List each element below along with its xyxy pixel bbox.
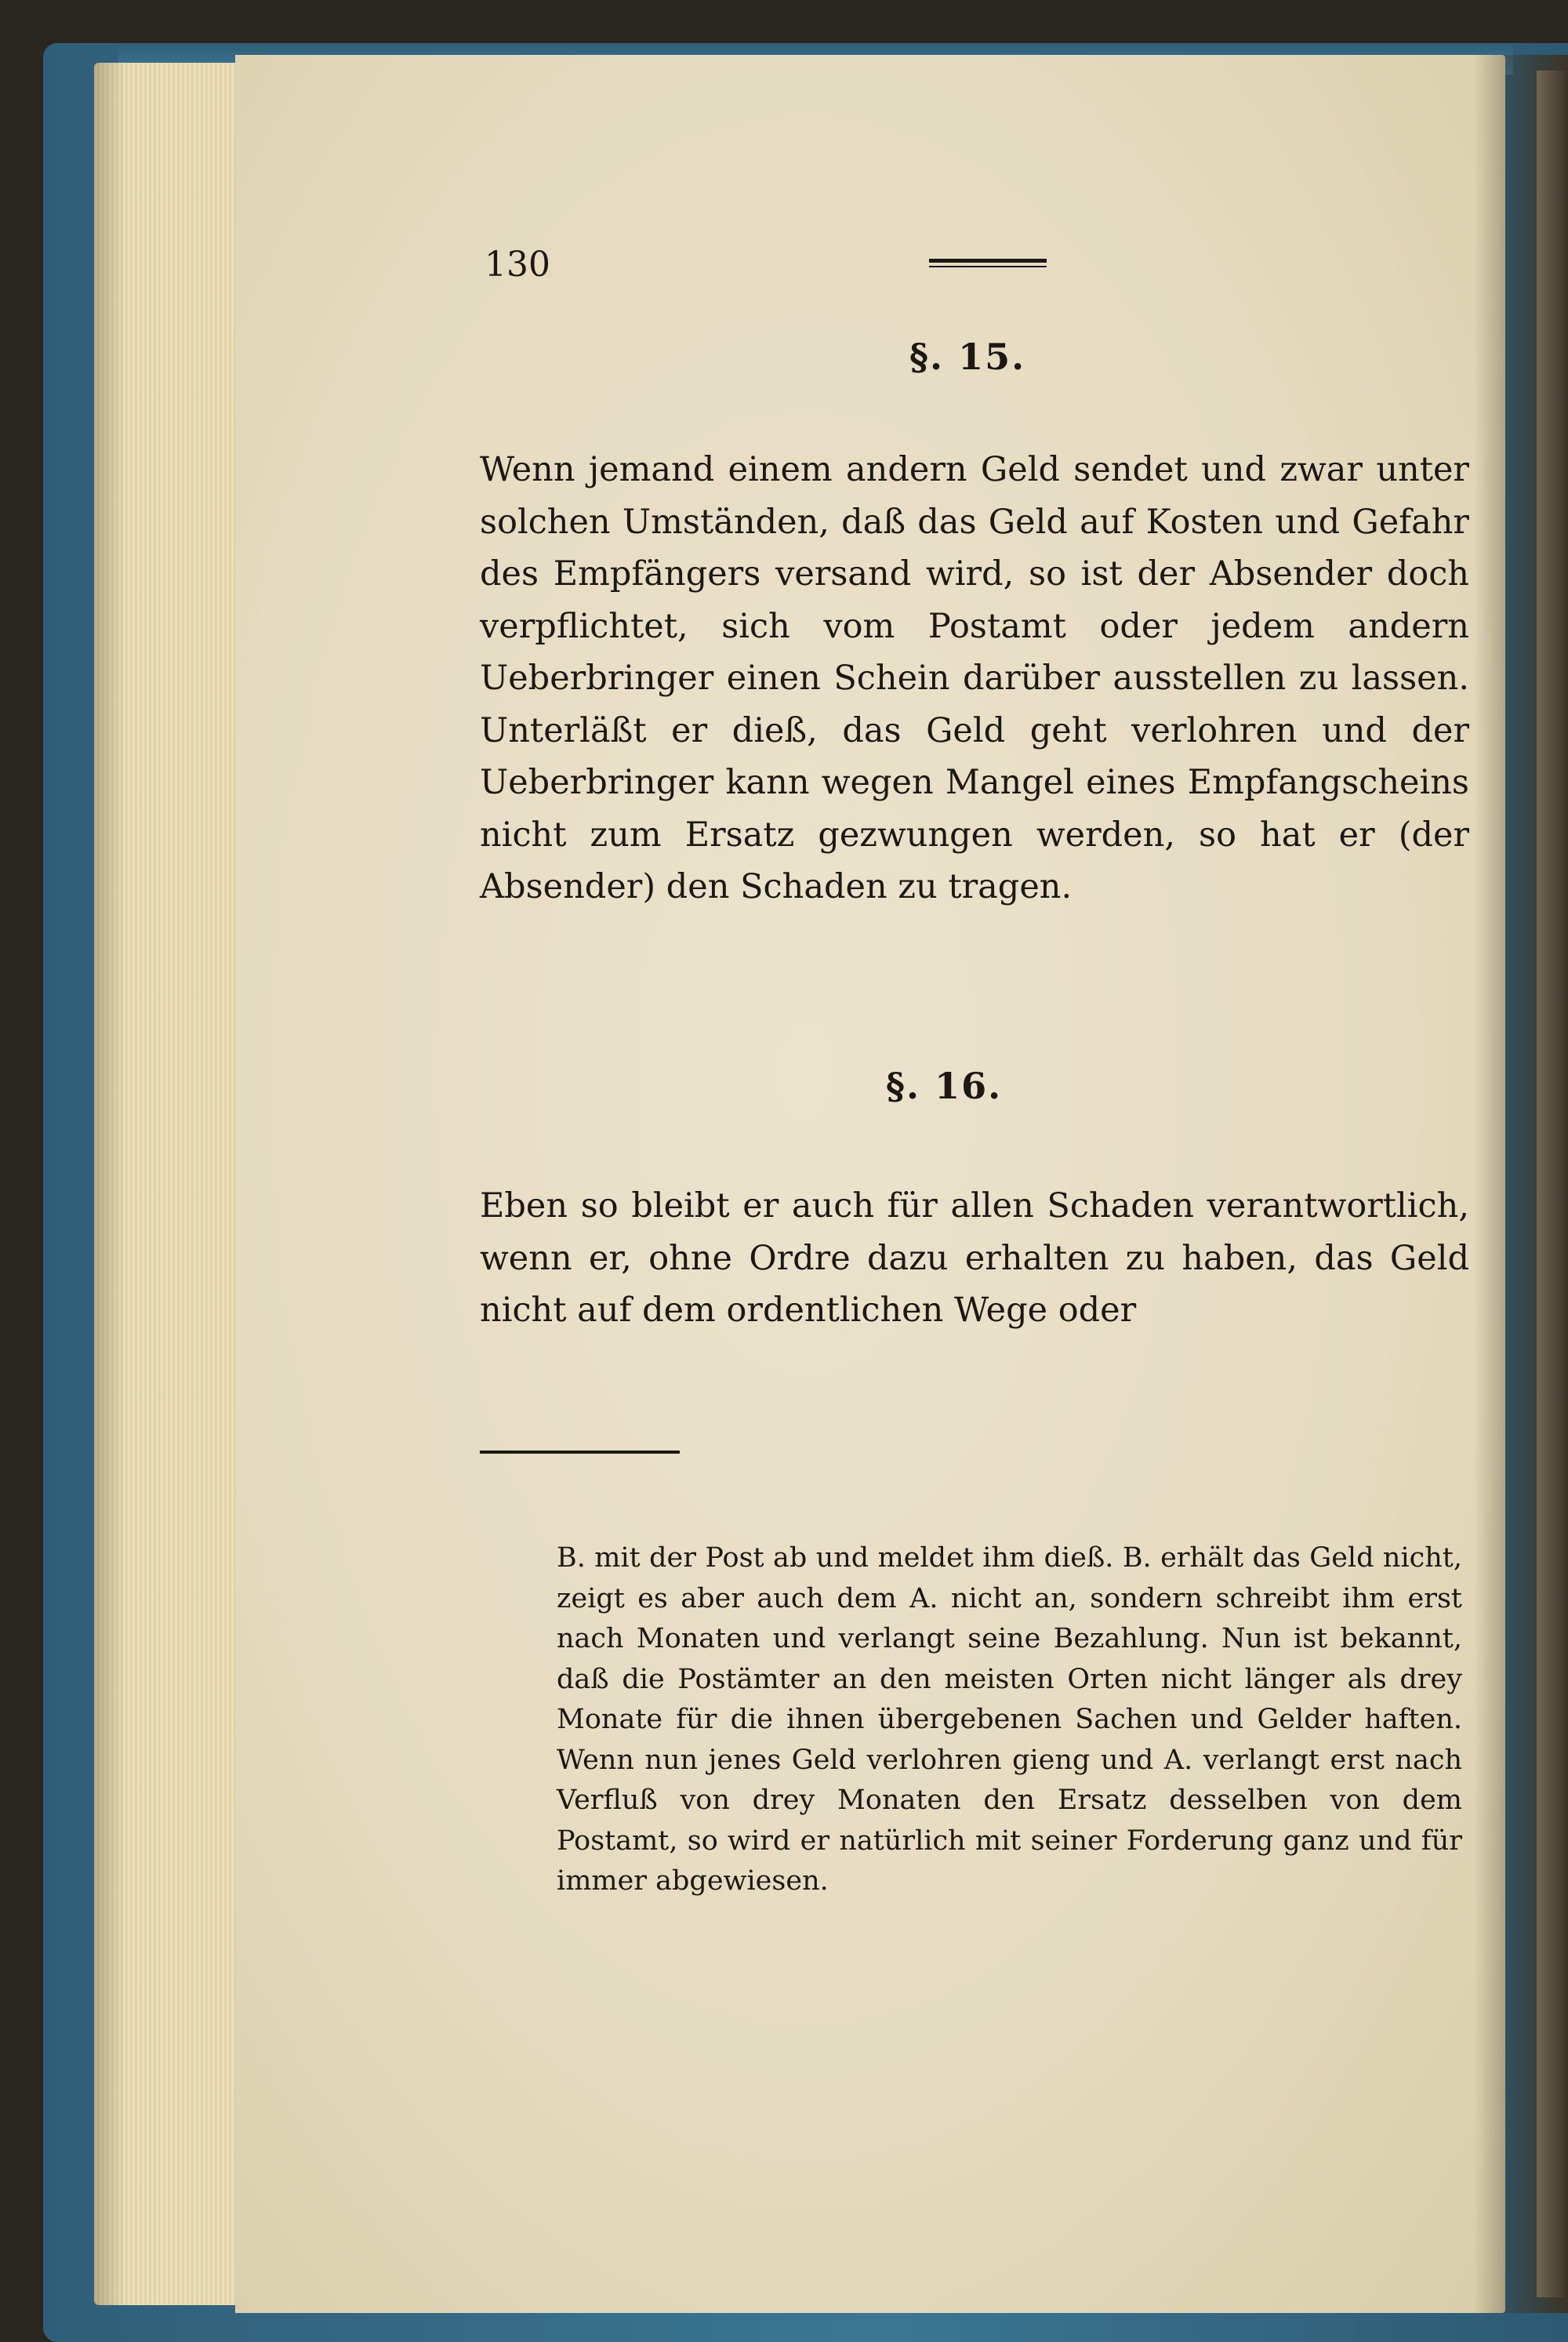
footnote-rule <box>480 1451 680 1454</box>
header-rule <box>929 259 1047 263</box>
section-15-text: Wenn jemand einem andern Geld sendet und zwar unter solchen Umständen, daß das Geld auf Kosten und Gefahr des Empfängers versand wird, so ist der Absender doch verpflichtet, sich vom Postamt oder jedem andern Ueberbringer einen Schein darüber ausstellen zu lassen. Unterläßt er dieß, das Geld geht verlohren und der Ueberbringer kann wegen Mangel eines Empfangscheins nicht zum Ersatz gezwungen werden, so hat er (der Absender) den Schaden zu tragen. <box>480 450 1469 906</box>
section-16-text: Eben so bleibt er auch für allen Schaden verantwortlich, wenn er, ohne Ordre dazu erhalten zu haben, das Geld nicht auf dem ordentlichen Wege oder <box>480 1186 1469 1330</box>
page-gutter-shadow <box>1474 55 1568 2313</box>
page-edges-shadow <box>94 63 125 2305</box>
section-heading-15: §. 15. <box>909 336 1026 378</box>
section-heading-16: §. 16. <box>886 1065 1003 1107</box>
footnote-text: B. mit der Post ab und meldet ihm dieß. B. erhält das Geld nicht, zeigt es aber auch dem A. nicht an, sondern schreibt ihm erst nach Monaten und verlangt seine Bezahlung. Nun ist bekannt, daß die Postämter an den meisten Orten nicht länger als drey Monate für die ihnen übergebenen Sachen und Gelder haften. Wenn nun jenes Geld verlohren gieng und A. verlangt erst nach Verfluß von drey Monaten den Ersatz desselben von dem Postamt, so wird er natürlich mit seiner Forderung ganz und für immer abgewiesen. <box>557 1542 1462 1897</box>
page-number: 130 <box>485 245 550 285</box>
